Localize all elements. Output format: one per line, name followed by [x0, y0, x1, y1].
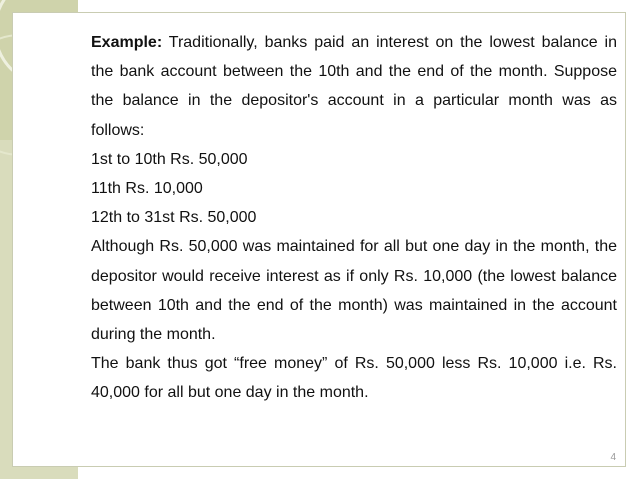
conclusion-paragraph: The bank thus got “free money” of Rs. 50,000 less Rs. 10,000 i.e. Rs. 40,000 for all but one day in the month. [91, 355, 617, 402]
intro-paragraph [91, 28, 617, 145]
page-number: 4 [610, 452, 616, 463]
example-label: Example: [91, 34, 163, 51]
intro-text: Traditionally, banks paid an interest on the lowest balance in the bank account between the 10th and the end of the month. Suppose the balance in the depositor's account in a particular month was as follows: [91, 34, 617, 139]
balance-line-1: 1st to 10th Rs. 50,000 [91, 150, 248, 168]
slide-body [91, 28, 617, 408]
balance-line-2: 11th Rs. 10,000 [91, 180, 203, 198]
balance-line-3: 12th to 31st Rs. 50,000 [91, 209, 257, 227]
explanation-paragraph: Although Rs. 50,000 was maintained for all but one day in the month, the depositor would receive interest as if only Rs. 10,000 (the lowest balance between 10th and the end of the month) was maintained in the account during the month. [91, 238, 617, 344]
